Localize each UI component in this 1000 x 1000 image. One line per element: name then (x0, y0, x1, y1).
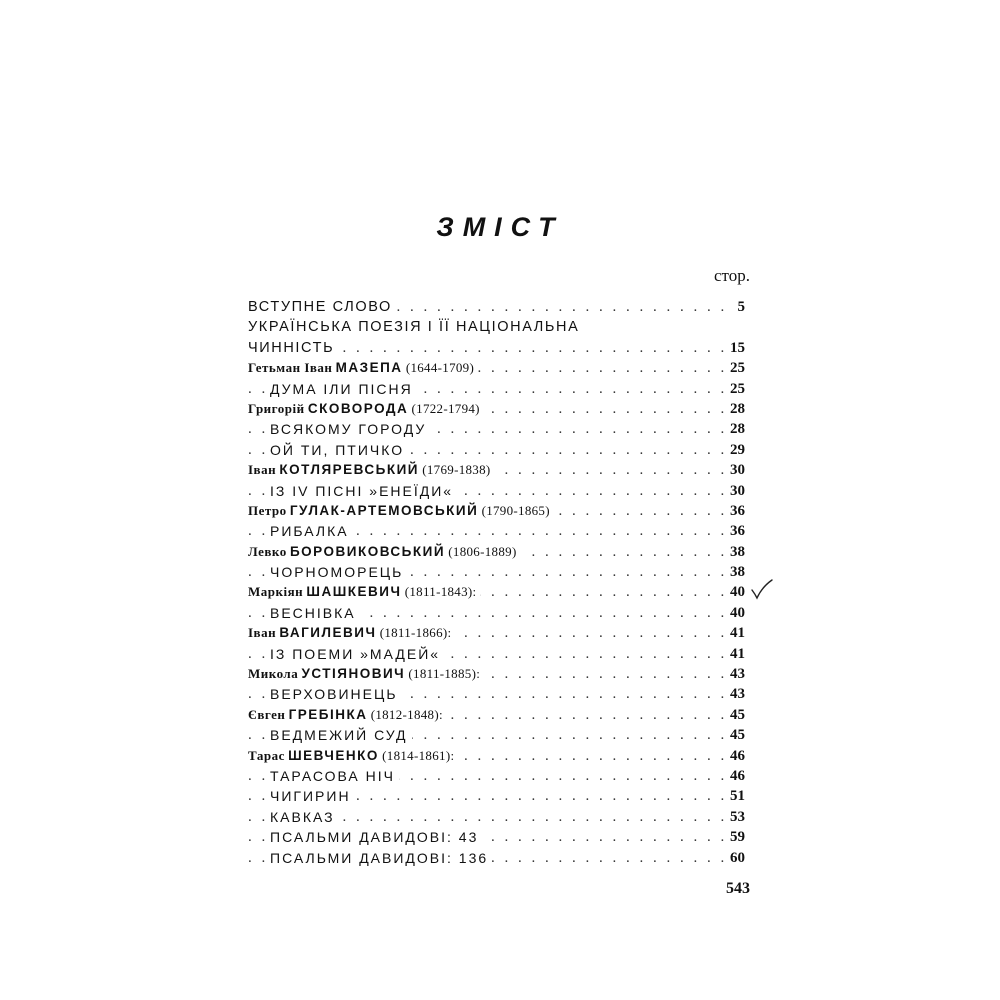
toc-work-row (248, 807, 745, 827)
toc-page-number: 45 (724, 705, 745, 725)
toc-page-number: 51 (724, 786, 745, 806)
toc-page-number: 41 (724, 623, 745, 643)
toc-author-row (248, 623, 745, 643)
author-last-name: СКОВОРОДА (307, 400, 409, 416)
toc-author-row (248, 460, 745, 480)
author-first-name: Маркіян (248, 584, 304, 600)
author-years: (1806-1889) (448, 543, 517, 559)
toc-author-row (248, 582, 745, 602)
table-of-contents (248, 297, 745, 868)
toc-page-number: 53 (724, 807, 745, 827)
author-last-name: МАЗЕПА (335, 360, 403, 376)
toc-author-row (248, 705, 745, 725)
toc-page-number: 43 (724, 664, 745, 684)
toc-work-title: ІЗ IV ПІСНІ »ЕНЕЇДИ« (270, 483, 457, 499)
toc-work-row (248, 766, 745, 786)
toc-work-title: ВЕРХОВИНЕЦЬ (270, 686, 402, 702)
toc-work-title: ВЕДМЕЖИЙ СУД (270, 727, 412, 743)
page-column-header: стор. (713, 266, 750, 285)
toc-work-row (248, 786, 745, 806)
toc-page-number: 40 (724, 603, 745, 623)
toc-page-number: 25 (724, 379, 745, 399)
toc-page-number: 46 (724, 746, 745, 766)
toc-page-number: 43 (724, 684, 745, 704)
author-years: (1644-1709) (405, 360, 475, 376)
check-mark-icon (750, 578, 774, 600)
toc-work-title: КАВКАЗ (270, 809, 339, 825)
toc-work-title: РИБАЛКА (270, 523, 353, 539)
author-years: (1811-1885): (408, 666, 481, 682)
toc-work-title: ЧОРНОМОРЕЦЬ (270, 564, 407, 580)
toc-page-number: 28 (724, 419, 745, 439)
toc-work-row (248, 521, 745, 541)
author-last-name: ШЕВЧЕНКО (288, 747, 379, 763)
author-first-name: Левко (248, 543, 287, 559)
toc-work-title: ОЙ ТИ, ПТИЧКО (270, 442, 408, 458)
toc-work-title: ВСЯКОМУ ГОРОДУ (270, 421, 430, 437)
author-last-name: УСТІЯНОВИЧ (301, 666, 406, 682)
toc-page-number: 40 (724, 582, 745, 602)
toc-section-row (248, 317, 745, 337)
toc-section-title: УКРАЇНСЬКА ПОЕЗІЯ І ЇЇ НАЦІОНАЛЬНА (248, 319, 580, 336)
toc-page-number: 30 (724, 460, 745, 480)
toc-author-name (248, 544, 521, 559)
author-last-name: ГУЛАК-АРТЕМОВСЬКИЙ (289, 502, 479, 518)
toc-page-number: 5 (732, 297, 746, 317)
toc-page-number: 30 (724, 481, 745, 501)
author-first-name: Тарас (248, 747, 285, 763)
toc-author-row (248, 746, 745, 766)
toc-author-name (248, 748, 458, 763)
toc-work-row (248, 603, 745, 623)
author-years: (1811-1843): (404, 584, 477, 600)
toc-work-title: ПСАЛЬМИ ДАВИДОВІ: 43 (270, 829, 482, 845)
author-years: (1812-1848): (370, 706, 443, 722)
author-first-name: Іван (248, 625, 277, 641)
toc-section-row (248, 297, 745, 317)
toc-work-row (248, 848, 745, 868)
toc-author-name (248, 503, 554, 518)
author-last-name: КОТЛЯРЕВСЬКИЙ (279, 462, 419, 478)
toc-page-number: 59 (724, 827, 745, 847)
toc-author-row (248, 542, 745, 562)
toc-work-title: ПСАЛЬМИ ДАВИДОВІ: 136 (270, 850, 492, 866)
author-years: (1722-1794) (411, 400, 480, 416)
author-first-name: Євген (248, 706, 286, 722)
author-years: (1811-1866): (379, 625, 452, 641)
toc-work-row (248, 684, 745, 704)
toc-page-number: 38 (724, 542, 745, 562)
toc-page-number: 38 (724, 562, 745, 582)
toc-page-number: 29 (724, 440, 745, 460)
toc-work-row (248, 644, 745, 664)
toc-page-number: 36 (724, 521, 745, 541)
author-last-name: ГРЕБІНКА (288, 706, 368, 722)
toc-work-title: ЧИГИРИН (270, 788, 355, 804)
toc-work-title: ІЗ ПОЕМИ »МАДЕЙ« (270, 646, 444, 662)
author-first-name: Гетьман Іван (248, 360, 333, 376)
author-first-name: Петро (248, 502, 287, 518)
author-first-name: Григорій (248, 400, 305, 416)
author-last-name: БОРОВИКОВСЬКИЙ (289, 543, 446, 559)
toc-page-number: 46 (724, 766, 745, 786)
toc-author-name (248, 584, 480, 599)
toc-author-name (248, 625, 455, 640)
toc-author-name (248, 462, 495, 477)
toc-work-title: ТАРАСОВА НІЧ (270, 768, 399, 784)
author-first-name: Іван (248, 462, 277, 478)
author-years: (1769-1838) (422, 462, 491, 478)
toc-page-number: 28 (724, 399, 745, 419)
toc-work-row (248, 440, 745, 460)
toc-page-number: 45 (724, 725, 745, 745)
toc-work-row (248, 725, 745, 745)
toc-work-row (248, 419, 745, 439)
author-first-name: Микола (248, 666, 299, 682)
author-last-name: ШАШКЕВИЧ (306, 584, 402, 600)
toc-section-row (248, 338, 745, 358)
toc-work-row (248, 481, 745, 501)
toc-page-number: 60 (724, 848, 745, 868)
page-number: 543 (726, 880, 750, 897)
toc-page-number: 41 (724, 644, 745, 664)
toc-author-row (248, 664, 745, 684)
toc-work-row (248, 562, 745, 582)
toc-page-number: 25 (724, 358, 745, 378)
author-years: (1790-1865) (481, 502, 550, 518)
toc-author-row (248, 399, 745, 419)
toc-author-name (248, 666, 484, 681)
page-title: ЗМІСТ (436, 212, 564, 242)
toc-author-name (248, 401, 484, 416)
author-years: (1814-1861): (382, 747, 455, 763)
toc-work-title: ДУМА ІЛИ ПІСНЯ (270, 381, 417, 397)
toc-author-name (248, 707, 447, 722)
toc-page-number: 36 (724, 501, 745, 521)
toc-work-title: ВЕСНІВКА (270, 605, 360, 621)
toc-section-title: ЧИННІСТЬ (248, 340, 338, 356)
toc-author-name (248, 360, 478, 375)
toc-page-number: 15 (724, 338, 745, 358)
toc-section-title: ВСТУПНЕ СЛОВО (248, 299, 396, 315)
toc-author-row (248, 358, 745, 378)
toc-work-row (248, 379, 745, 399)
toc-author-row (248, 501, 745, 521)
author-last-name: ВАГИЛЕВИЧ (279, 625, 377, 641)
toc-work-row (248, 827, 745, 847)
